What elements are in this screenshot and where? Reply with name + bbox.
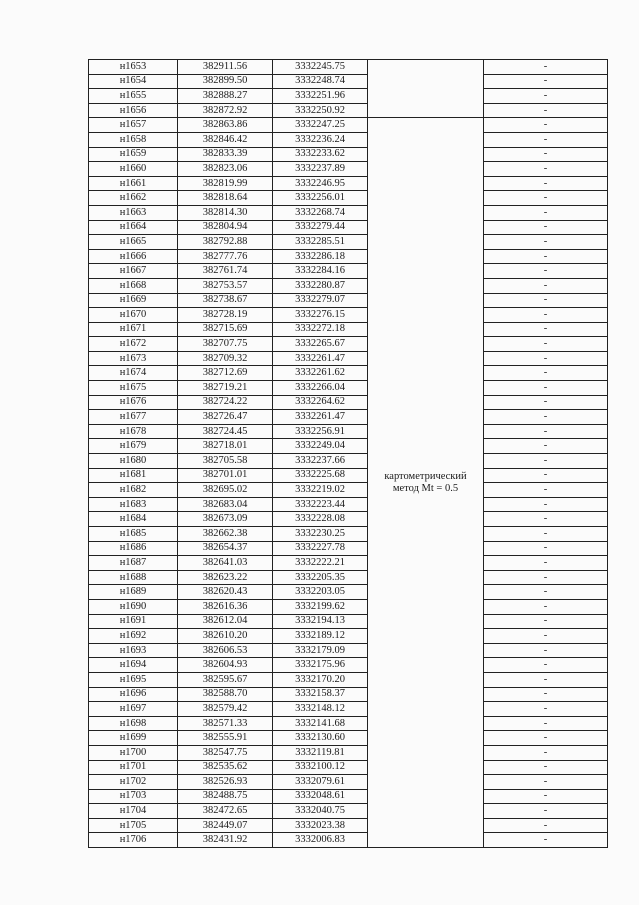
y-coordinate-cell: 3332189.12 (273, 629, 368, 644)
x-coordinate-cell: 382654.37 (178, 541, 273, 556)
point-id-cell: н1663 (89, 205, 178, 220)
note-cell: - (484, 337, 608, 352)
table-row (89, 132, 608, 147)
point-id-cell: н1672 (89, 337, 178, 352)
x-coordinate-cell: 382738.67 (178, 293, 273, 308)
point-id-cell: н1701 (89, 760, 178, 775)
x-coordinate-cell: 382715.69 (178, 322, 273, 337)
table-row (89, 162, 608, 177)
x-coordinate-cell: 382610.20 (178, 629, 273, 644)
table-row (89, 556, 608, 571)
y-coordinate-cell: 3332006.83 (273, 833, 368, 848)
y-coordinate-cell: 3332248.74 (273, 74, 368, 89)
x-coordinate-cell: 382472.65 (178, 804, 273, 819)
table-row (89, 483, 608, 498)
y-coordinate-cell: 3332222.21 (273, 556, 368, 571)
x-coordinate-cell: 382719.21 (178, 381, 273, 396)
table-row (89, 629, 608, 644)
note-cell: - (484, 760, 608, 775)
x-coordinate-cell: 382606.53 (178, 643, 273, 658)
table-row (89, 410, 608, 425)
x-coordinate-cell: 382623.22 (178, 570, 273, 585)
point-id-cell: н1690 (89, 599, 178, 614)
table-row (89, 322, 608, 337)
y-coordinate-cell: 3332219.02 (273, 483, 368, 498)
coordinates-table-body (89, 60, 608, 848)
note-cell: - (484, 789, 608, 804)
table-row (89, 249, 608, 264)
y-coordinate-cell: 3332194.13 (273, 614, 368, 629)
note-cell: - (484, 176, 608, 191)
note-cell: - (484, 366, 608, 381)
note-cell: - (484, 191, 608, 206)
note-cell: - (484, 599, 608, 614)
note-cell: - (484, 424, 608, 439)
point-id-cell: н1675 (89, 381, 178, 396)
note-cell: - (484, 454, 608, 469)
y-coordinate-cell: 3332205.35 (273, 570, 368, 585)
y-coordinate-cell: 3332245.75 (273, 60, 368, 75)
method-note-cell (368, 118, 484, 848)
table-row (89, 147, 608, 162)
note-cell: - (484, 702, 608, 717)
x-coordinate-cell: 382431.92 (178, 833, 273, 848)
y-coordinate-cell: 3332261.47 (273, 351, 368, 366)
point-id-cell: н1674 (89, 366, 178, 381)
table-row (89, 191, 608, 206)
empty-method-cell (368, 60, 484, 118)
x-coordinate-cell: 382833.39 (178, 147, 273, 162)
y-coordinate-cell: 3332247.25 (273, 118, 368, 133)
table-row (89, 775, 608, 790)
y-coordinate-cell: 3332203.05 (273, 585, 368, 600)
note-cell: - (484, 162, 608, 177)
note-cell: - (484, 483, 608, 498)
y-coordinate-cell: 3332280.87 (273, 278, 368, 293)
point-id-cell: н1671 (89, 322, 178, 337)
y-coordinate-cell: 3332048.61 (273, 789, 368, 804)
y-coordinate-cell: 3332230.25 (273, 527, 368, 542)
y-coordinate-cell: 3332227.78 (273, 541, 368, 556)
note-cell: - (484, 395, 608, 410)
point-id-cell: н1662 (89, 191, 178, 206)
point-id-cell: н1657 (89, 118, 178, 133)
note-cell: - (484, 235, 608, 250)
point-id-cell: н1688 (89, 570, 178, 585)
x-coordinate-cell: 382526.93 (178, 775, 273, 790)
x-coordinate-cell: 382616.36 (178, 599, 273, 614)
table-row (89, 278, 608, 293)
point-id-cell: н1677 (89, 410, 178, 425)
note-cell: - (484, 278, 608, 293)
note-cell: - (484, 439, 608, 454)
point-id-cell: н1665 (89, 235, 178, 250)
y-coordinate-cell: 3332246.95 (273, 176, 368, 191)
table-row (89, 716, 608, 731)
table-row (89, 745, 608, 760)
y-coordinate-cell: 3332141.68 (273, 716, 368, 731)
x-coordinate-cell: 382707.75 (178, 337, 273, 352)
point-id-cell: н1706 (89, 833, 178, 848)
note-cell: - (484, 614, 608, 629)
note-cell: - (484, 132, 608, 147)
note-cell: - (484, 775, 608, 790)
table-row (89, 804, 608, 819)
x-coordinate-cell: 382863.86 (178, 118, 273, 133)
y-coordinate-cell: 3332266.04 (273, 381, 368, 396)
note-cell: - (484, 468, 608, 483)
note-cell: - (484, 658, 608, 673)
note-cell: - (484, 89, 608, 104)
y-coordinate-cell: 3332261.62 (273, 366, 368, 381)
note-cell: - (484, 147, 608, 162)
x-coordinate-cell: 382595.67 (178, 672, 273, 687)
note-cell: - (484, 570, 608, 585)
y-coordinate-cell: 3332272.18 (273, 322, 368, 337)
y-coordinate-cell: 3332285.51 (273, 235, 368, 250)
table-row (89, 585, 608, 600)
table-row (89, 366, 608, 381)
point-id-cell: н1678 (89, 424, 178, 439)
x-coordinate-cell: 382818.64 (178, 191, 273, 206)
x-coordinate-cell: 382683.04 (178, 497, 273, 512)
x-coordinate-cell: 382792.88 (178, 235, 273, 250)
table-row (89, 497, 608, 512)
method-note-line1: картометрический (384, 470, 467, 482)
table-row (89, 658, 608, 673)
y-coordinate-cell: 3332279.07 (273, 293, 368, 308)
x-coordinate-cell: 382579.42 (178, 702, 273, 717)
x-coordinate-cell: 382761.74 (178, 264, 273, 279)
note-cell: - (484, 804, 608, 819)
note-cell: - (484, 118, 608, 133)
x-coordinate-cell: 382726.47 (178, 410, 273, 425)
table-row (89, 614, 608, 629)
x-coordinate-cell: 382814.30 (178, 205, 273, 220)
y-coordinate-cell: 3332119.81 (273, 745, 368, 760)
y-coordinate-cell: 3332284.16 (273, 264, 368, 279)
x-coordinate-cell: 382899.50 (178, 74, 273, 89)
table-row (89, 424, 608, 439)
point-id-cell: н1655 (89, 89, 178, 104)
table-row (89, 672, 608, 687)
x-coordinate-cell: 382709.32 (178, 351, 273, 366)
point-id-cell: н1658 (89, 132, 178, 147)
x-coordinate-cell: 382673.09 (178, 512, 273, 527)
y-coordinate-cell: 3332228.08 (273, 512, 368, 527)
x-coordinate-cell: 382888.27 (178, 89, 273, 104)
x-coordinate-cell: 382728.19 (178, 308, 273, 323)
x-coordinate-cell: 382705.58 (178, 454, 273, 469)
x-coordinate-cell: 382712.69 (178, 366, 273, 381)
note-cell: - (484, 643, 608, 658)
y-coordinate-cell: 3332264.62 (273, 395, 368, 410)
y-coordinate-cell: 3332233.62 (273, 147, 368, 162)
point-id-cell: н1664 (89, 220, 178, 235)
point-id-cell: н1669 (89, 293, 178, 308)
x-coordinate-cell: 382724.22 (178, 395, 273, 410)
y-coordinate-cell: 3332040.75 (273, 804, 368, 819)
point-id-cell: н1683 (89, 497, 178, 512)
x-coordinate-cell: 382449.07 (178, 818, 273, 833)
table-row (89, 308, 608, 323)
note-cell: - (484, 220, 608, 235)
y-coordinate-cell: 3332100.12 (273, 760, 368, 775)
table-row (89, 264, 608, 279)
table-row (89, 176, 608, 191)
note-cell: - (484, 308, 608, 323)
y-coordinate-cell: 3332261.47 (273, 410, 368, 425)
point-id-cell: н1680 (89, 454, 178, 469)
y-coordinate-cell: 3332079.61 (273, 775, 368, 790)
x-coordinate-cell: 382555.91 (178, 731, 273, 746)
point-id-cell: н1689 (89, 585, 178, 600)
x-coordinate-cell: 382695.02 (178, 483, 273, 498)
table-row (89, 60, 608, 75)
table-row (89, 439, 608, 454)
note-cell: - (484, 381, 608, 396)
table-row (89, 541, 608, 556)
note-cell: - (484, 687, 608, 702)
x-coordinate-cell: 382753.57 (178, 278, 273, 293)
note-cell: - (484, 351, 608, 366)
point-id-cell: н1676 (89, 395, 178, 410)
x-coordinate-cell: 382535.62 (178, 760, 273, 775)
x-coordinate-cell: 382571.33 (178, 716, 273, 731)
table-row (89, 599, 608, 614)
table-row (89, 818, 608, 833)
point-id-cell: н1668 (89, 278, 178, 293)
note-cell: - (484, 585, 608, 600)
y-coordinate-cell: 3332175.96 (273, 658, 368, 673)
note-cell: - (484, 716, 608, 731)
point-id-cell: н1682 (89, 483, 178, 498)
point-id-cell: н1679 (89, 439, 178, 454)
x-coordinate-cell: 382588.70 (178, 687, 273, 702)
y-coordinate-cell: 3332286.18 (273, 249, 368, 264)
point-id-cell: н1666 (89, 249, 178, 264)
x-coordinate-cell: 382724.45 (178, 424, 273, 439)
note-cell: - (484, 293, 608, 308)
note-cell: - (484, 731, 608, 746)
y-coordinate-cell: 3332249.04 (273, 439, 368, 454)
point-id-cell: н1687 (89, 556, 178, 571)
y-coordinate-cell: 3332237.89 (273, 162, 368, 177)
table-row (89, 527, 608, 542)
table-row (89, 468, 608, 483)
point-id-cell: н1667 (89, 264, 178, 279)
y-coordinate-cell: 3332225.68 (273, 468, 368, 483)
note-cell: - (484, 497, 608, 512)
point-id-cell: н1654 (89, 74, 178, 89)
point-id-cell: н1686 (89, 541, 178, 556)
point-id-cell: н1696 (89, 687, 178, 702)
x-coordinate-cell: 382872.92 (178, 103, 273, 118)
note-cell: - (484, 556, 608, 571)
point-id-cell: н1700 (89, 745, 178, 760)
point-id-cell: н1699 (89, 731, 178, 746)
note-cell: - (484, 410, 608, 425)
y-coordinate-cell: 3332158.37 (273, 687, 368, 702)
y-coordinate-cell: 3332279.44 (273, 220, 368, 235)
y-coordinate-cell: 3332265.67 (273, 337, 368, 352)
coordinates-table (88, 59, 608, 848)
table-row (89, 789, 608, 804)
point-id-cell: н1693 (89, 643, 178, 658)
y-coordinate-cell: 3332223.44 (273, 497, 368, 512)
table-row (89, 220, 608, 235)
note-cell: - (484, 322, 608, 337)
table-row (89, 702, 608, 717)
point-id-cell: н1656 (89, 103, 178, 118)
y-coordinate-cell: 3332237.66 (273, 454, 368, 469)
x-coordinate-cell: 382823.06 (178, 162, 273, 177)
x-coordinate-cell: 382819.99 (178, 176, 273, 191)
x-coordinate-cell: 382641.03 (178, 556, 273, 571)
y-coordinate-cell: 3332268.74 (273, 205, 368, 220)
point-id-cell: н1692 (89, 629, 178, 644)
table-row (89, 731, 608, 746)
note-cell: - (484, 264, 608, 279)
table-row (89, 118, 608, 133)
table-row (89, 454, 608, 469)
x-coordinate-cell: 382488.75 (178, 789, 273, 804)
x-coordinate-cell: 382604.93 (178, 658, 273, 673)
table-row (89, 760, 608, 775)
x-coordinate-cell: 382718.01 (178, 439, 273, 454)
y-coordinate-cell: 3332276.15 (273, 308, 368, 323)
table-row (89, 687, 608, 702)
table-row (89, 205, 608, 220)
method-note-line2: метод Mt = 0.5 (392, 482, 459, 494)
note-cell: - (484, 818, 608, 833)
table-row (89, 351, 608, 366)
table-row (89, 89, 608, 104)
table-row (89, 293, 608, 308)
x-coordinate-cell: 382547.75 (178, 745, 273, 760)
note-cell: - (484, 74, 608, 89)
point-id-cell: н1705 (89, 818, 178, 833)
point-id-cell: н1702 (89, 775, 178, 790)
table-row (89, 103, 608, 118)
y-coordinate-cell: 3332256.91 (273, 424, 368, 439)
x-coordinate-cell: 382911.56 (178, 60, 273, 75)
note-cell: - (484, 541, 608, 556)
note-cell: - (484, 672, 608, 687)
point-id-cell: н1704 (89, 804, 178, 819)
table-row (89, 570, 608, 585)
point-id-cell: н1670 (89, 308, 178, 323)
point-id-cell: н1660 (89, 162, 178, 177)
point-id-cell: н1697 (89, 702, 178, 717)
y-coordinate-cell: 3332179.09 (273, 643, 368, 658)
point-id-cell: н1685 (89, 527, 178, 542)
note-cell: - (484, 527, 608, 542)
note-cell: - (484, 512, 608, 527)
y-coordinate-cell: 3332250.92 (273, 103, 368, 118)
table-row (89, 395, 608, 410)
table-row (89, 512, 608, 527)
point-id-cell: н1703 (89, 789, 178, 804)
y-coordinate-cell: 3332199.62 (273, 599, 368, 614)
x-coordinate-cell: 382846.42 (178, 132, 273, 147)
point-id-cell: н1691 (89, 614, 178, 629)
table-row (89, 643, 608, 658)
y-coordinate-cell: 3332148.12 (273, 702, 368, 717)
point-id-cell: н1653 (89, 60, 178, 75)
x-coordinate-cell: 382612.04 (178, 614, 273, 629)
point-id-cell: н1681 (89, 468, 178, 483)
point-id-cell: н1694 (89, 658, 178, 673)
x-coordinate-cell: 382620.43 (178, 585, 273, 600)
x-coordinate-cell: 382701.01 (178, 468, 273, 483)
y-coordinate-cell: 3332130.60 (273, 731, 368, 746)
y-coordinate-cell: 3332251.96 (273, 89, 368, 104)
table-row (89, 74, 608, 89)
note-cell: - (484, 833, 608, 848)
note-cell: - (484, 60, 608, 75)
y-coordinate-cell: 3332256.01 (273, 191, 368, 206)
table-row (89, 337, 608, 352)
point-id-cell: н1698 (89, 716, 178, 731)
note-cell: - (484, 745, 608, 760)
table-row (89, 833, 608, 848)
y-coordinate-cell: 3332023.38 (273, 818, 368, 833)
x-coordinate-cell: 382662.38 (178, 527, 273, 542)
y-coordinate-cell: 3332236.24 (273, 132, 368, 147)
table-row (89, 235, 608, 250)
point-id-cell: н1661 (89, 176, 178, 191)
note-cell: - (484, 205, 608, 220)
point-id-cell: н1673 (89, 351, 178, 366)
point-id-cell: н1695 (89, 672, 178, 687)
x-coordinate-cell: 382804.94 (178, 220, 273, 235)
y-coordinate-cell: 3332170.20 (273, 672, 368, 687)
note-cell: - (484, 249, 608, 264)
point-id-cell: н1659 (89, 147, 178, 162)
table-row (89, 381, 608, 396)
note-cell: - (484, 629, 608, 644)
x-coordinate-cell: 382777.76 (178, 249, 273, 264)
note-cell: - (484, 103, 608, 118)
point-id-cell: н1684 (89, 512, 178, 527)
